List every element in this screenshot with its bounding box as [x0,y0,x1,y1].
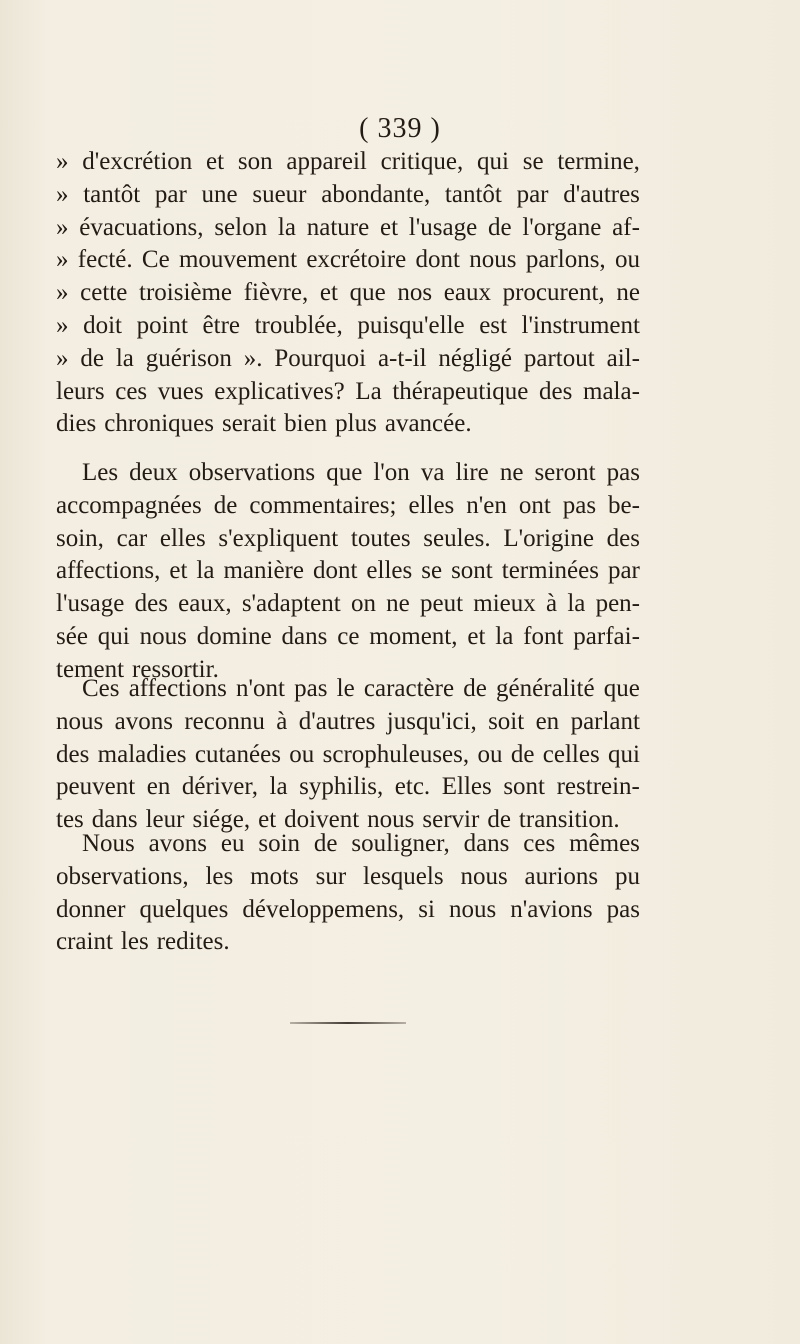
text-line: des maladies cutanées ou scrophuleuses, ou de celles qui [56,740,640,768]
text-line: accompagnées de commentaires; elles n'en ont pas be- [56,491,640,519]
text-line: » d'excrétion et son appareil critique, qui se termine, [56,148,640,175]
text-line: » évacuations, selon la nature et l'usage de l'organe af- [56,213,640,241]
text-line: » tantôt par une sueur abondante, tantôt par d'autres [56,180,640,208]
text-line: dies chroniques serait bien plus avancée. [56,410,472,438]
text-line: » fecté. Ce mouvement excrétoire dont nous parlons, ou [56,246,640,274]
section-divider [290,1022,406,1024]
text-line: nous avons reconnu à d'autres jusqu'ici, soit en parlant [56,707,640,735]
page-number: ( 339 ) [359,113,441,144]
text-line: leurs ces vues explicatives? La thérapeutique des mala- [56,377,640,405]
paragraph-1 [56,146,640,441]
text-line: soin, car elles s'expliquent toutes seules. L'origine des [56,524,640,552]
paragraph-3 [56,673,640,837]
text-line: sée qui nous domine dans ce moment, et la font parfai- [56,622,640,650]
text-line: tes dans leur siége, et doivent nous servir de transition. [56,806,620,834]
text-line: Ces affections n'ont pas le caractère de généralité que [82,675,640,702]
paragraph-2 [56,457,640,687]
text-line: Les deux observations que l'on va lire ne seront pas [82,459,640,486]
paragraph-4 [56,828,640,959]
text-line: observations, les mots sur lesquels nous aurions pu [56,862,640,890]
text-line: peuvent en dériver, la syphilis, etc. Elles sont restrein- [56,773,640,801]
text-line: Nous avons eu soin de souligner, dans ces mêmes [82,830,640,857]
text-line: » de la guérison ». Pourquoi a-t-il négligé partout ail- [56,344,640,372]
text-line: affections, et la manière dont elles se sont terminées par [56,557,640,585]
text-line: » cette troisième fièvre, et que nos eaux procurent, ne [56,279,640,307]
text-line: donner quelques développemens, si nous n'avions pas [56,895,640,923]
text-line: tement ressortir. [56,655,219,683]
text-line: craint les redites. [56,928,230,956]
text-line: » doit point être troublée, puisqu'elle est l'instrument [56,311,640,339]
text-line: l'usage des eaux, s'adaptent on ne peut mieux à la pen- [56,590,640,618]
